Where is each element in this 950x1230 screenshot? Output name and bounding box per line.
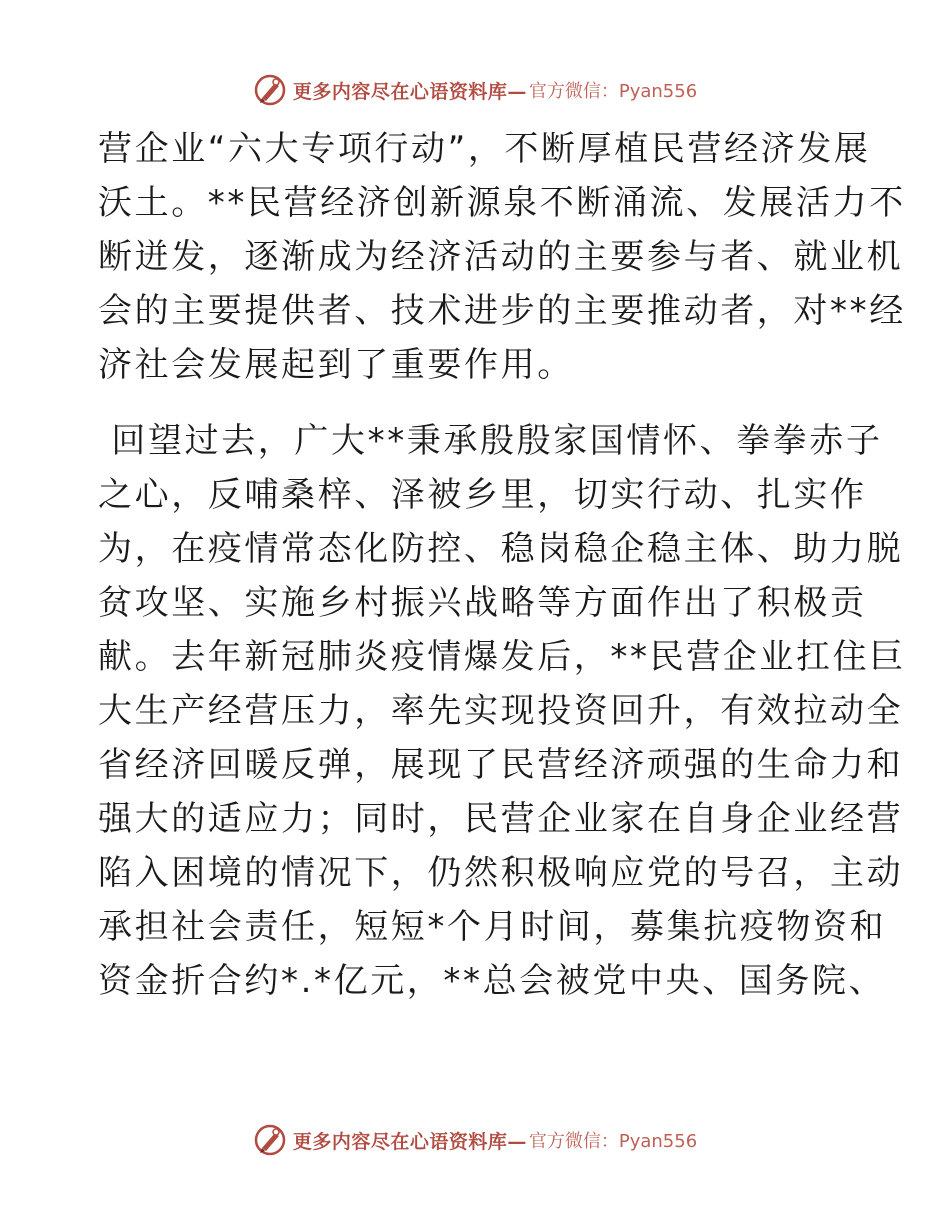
text-line: 会的主要提供者、技术进步的主要推动者，对**经 (98, 291, 906, 331)
text-line: 大生产经营压力，率先实现投资回升，有效拉动全 (98, 691, 904, 731)
text-line: 济社会发展起到了重要作用。 (98, 345, 574, 385)
text-line: 陷入困境的情况下，仍然积极响应党的号召，主动 (98, 853, 904, 893)
text-line: 营企业“六大专项行动”，不断厚植民营经济发展 (98, 129, 871, 169)
footer-banner-text: 更多内容尽在心语资料库— (292, 1130, 527, 1153)
text-line: 资金折合约*.*亿元，**总会被党中央、国务院、 (98, 961, 886, 1001)
text-line: 为，在疫情常态化防控、稳岗稳企稳主体、助力脱 (98, 529, 904, 569)
header-banner (0, 70, 950, 110)
text-line: 承担社会责任，短短*个月时间，募集抗疫物资和 (98, 907, 887, 947)
paragraph (98, 414, 906, 1008)
text-line: 沃土。**民营经济创新源泉不断涌流、发展活力不 (98, 183, 906, 223)
text-line: 强大的适应力；同时，民营企业家在自身企业经营 (98, 799, 904, 839)
text-line: 断迸发，逐渐成为经济活动的主要参与者、就业机 (98, 237, 904, 277)
header-banner-text: 更多内容尽在心语资料库— (292, 80, 527, 103)
header-banner-wechat: 官方微信：Pyan556 (528, 81, 698, 102)
text-line: 献。去年新冠肺炎疫情爆发后，**民营企业扛住巨 (98, 637, 906, 677)
pen-logo-icon (253, 73, 287, 107)
text-line: 之心，反哺桑梓、泽被乡里，切实行动、扎实作 (98, 475, 867, 515)
text-line: 省经济回暖反弹，展现了民营经济顽强的生命力和 (98, 745, 904, 785)
pen-logo-icon (253, 1123, 287, 1157)
footer-banner (0, 1120, 950, 1160)
paragraph (98, 122, 906, 392)
text-line: 贫攻坚、实施乡村振兴战略等方面作出了积极贡 (98, 583, 867, 623)
document-body (98, 122, 906, 1008)
text-line: 回望过去，广大**秉承殷殷家国情怀、拳拳赤子 (98, 421, 883, 461)
footer-banner-wechat: 官方微信：Pyan556 (528, 1131, 698, 1152)
